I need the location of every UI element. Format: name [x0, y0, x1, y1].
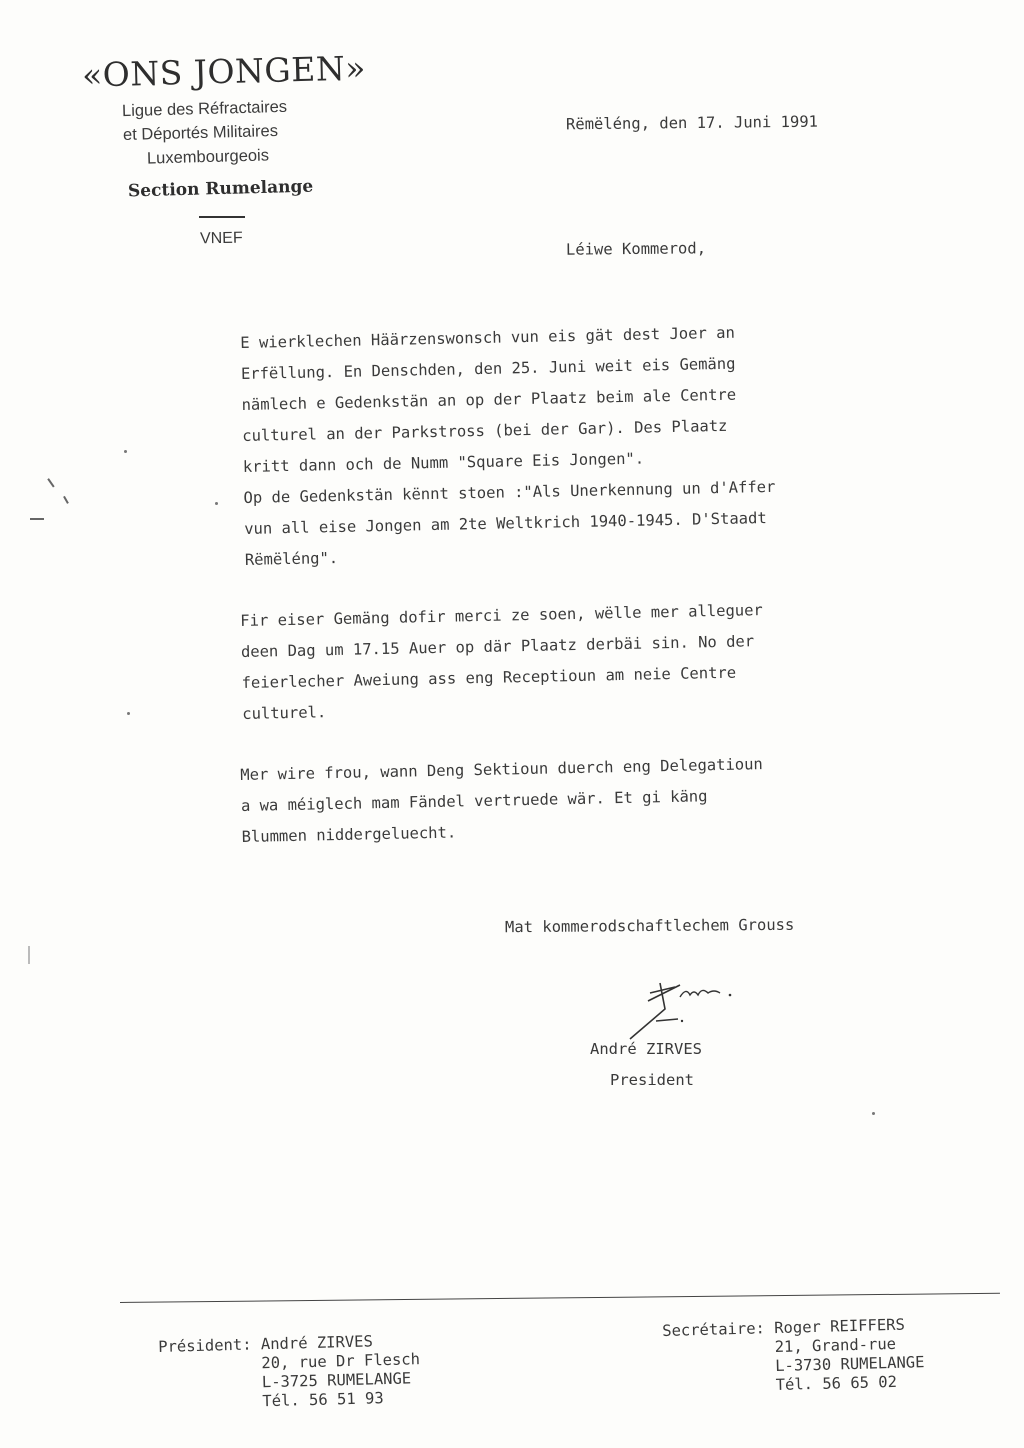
organization-name: «ONS JONGEN»	[81, 48, 367, 95]
text-line: culturel an der Parkstross (bei der Gar). Des Plaatz	[242, 416, 728, 445]
body-paragraph-2	[240, 593, 862, 730]
body-paragraph-1	[240, 315, 865, 576]
footer-divider	[120, 1293, 1000, 1303]
scan-mark	[47, 478, 54, 487]
text-line: nämlech e Gedenkstän an op der Plaatz beim ale Centre	[241, 385, 737, 414]
footer-secretary-line: Tél. 56 65 02	[775, 1372, 898, 1395]
text-line: Blummen niddergeluecht.	[241, 823, 457, 846]
footer-secretary	[662, 1315, 925, 1398]
text-line: vun all eise Jongen am 2te Weltkrich 1940-1945. D'Staadt	[244, 509, 767, 538]
text-line: deen Dag um 17.15 Auer op där Plaatz derbäi sin. No der	[240, 632, 755, 661]
footer-secretary-label: Secrétaire:	[662, 1319, 766, 1340]
footer-president-line: André ZIRVES	[260, 1332, 374, 1354]
scan-speck	[215, 502, 218, 505]
scan-mark	[63, 496, 68, 504]
body-paragraph-3	[240, 747, 862, 853]
footer-president-line: L-3725 RUMELANGE	[261, 1369, 412, 1392]
letterhead-line-2: et Déportés Militaires	[122, 121, 279, 145]
letterhead-line-1: Ligue des Réfractaires	[121, 97, 288, 121]
salutation: Léiwe Kommerod,	[565, 239, 707, 259]
scan-speck	[124, 450, 127, 453]
handwritten-signature	[620, 975, 750, 1045]
letterhead-affiliation: VNEF	[199, 229, 243, 248]
letterhead-line-3: Luxembourgeois	[146, 146, 270, 168]
text-line: kritt dann och de Numm "Square Eis Jongen".	[242, 449, 645, 476]
text-line: a wa méiglech mam Fändel vertruede wär. Et gi käng	[240, 787, 708, 815]
text-line: Mer wire frou, wann Deng Sektioun duerch eng Delegatioun	[240, 755, 763, 784]
letterhead-divider	[199, 216, 245, 218]
footer-secretary-line: 21, Grand-rue	[774, 1334, 897, 1357]
text-line: Fir eiser Gemäng dofir merci ze soen, wëlle mer alleguer	[240, 601, 763, 630]
closing-line: Mat kommerodschaftlechem Grouss	[504, 915, 795, 937]
text-line: feierlecher Aweiung ass eng Receptioun am neie Centre	[241, 663, 737, 692]
scan-speck	[872, 1112, 875, 1115]
footer-secretary-line: Roger REIFFERS	[773, 1315, 906, 1338]
signer-name: André ZIRVES	[590, 1040, 702, 1058]
text-line: Op de Gedenkstän kënnt stoen :"Als Unerkennung un d'Affer	[243, 477, 776, 507]
scan-mark	[28, 946, 30, 964]
footer-president	[158, 1331, 421, 1414]
text-line: E wierklechen Häärzenswonsch vun eis gät dest Joer an	[240, 323, 735, 352]
date-line: Rëmëléng, den 17. Juni 1991	[565, 112, 819, 134]
letterhead-section: Section Rumelange	[127, 176, 314, 202]
signer-role: President	[610, 1071, 694, 1089]
footer-president-line: 20, rue Dr Flesch	[261, 1350, 421, 1373]
scan-speck	[127, 712, 130, 715]
footer-president-label: Président:	[158, 1335, 252, 1356]
text-line: Erfëllung. En Denschden, den 25. Juni weit eis Gemäng	[240, 354, 736, 383]
text-line: culturel.	[242, 703, 327, 723]
text-line: Rëmëléng".	[244, 548, 339, 569]
footer-president-line: Tél. 56 51 93	[262, 1389, 384, 1411]
footer-secretary-line: L-3730 RUMELANGE	[774, 1353, 925, 1376]
scan-mark	[30, 518, 44, 520]
